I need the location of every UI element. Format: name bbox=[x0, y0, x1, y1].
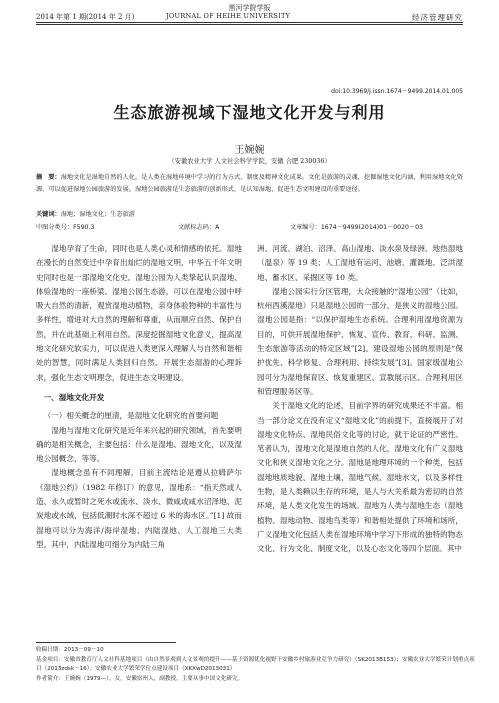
document-code: 文献标志码：A bbox=[177, 224, 220, 231]
footnote-rule bbox=[36, 642, 176, 643]
paragraph: 湿地与湿地文化研究是近年来兴起的研究领域，首先要明确的是相关概念，主要包括：什么是湿地、湿地文化，以及湿地公园概念，等等。 bbox=[36, 425, 242, 464]
doi: doi:10.3969/j.issn.1674－9499.2014.01.005 bbox=[331, 88, 463, 95]
header-rule-thin bbox=[36, 24, 463, 25]
paragraph: 湿地概念虽有不同理解，目前主流结论是遵从拉姆萨尔《湿地公约》（1982 年修订）的意见，湿地系：“指天然或人造、永久或暂时之死水或流水、淡水、微咸或咸水沼泽地、泥炭地或水域，包括低潮时水深不超过 6 米的海水区。”[1] 故而湿地可以分为海洋/海岸湿地、内陆湿地、人工湿地三大类型。其中，内陆湿地可细分为内陆三角 bbox=[36, 468, 242, 549]
journal-name-cn: 黑河学院学报 bbox=[228, 4, 271, 12]
paragraph: 洲、河流、湖泊、沼泽、高山湿地、淡水泉及绿洲、地热湿地（温泉）等 19 类；人工湿地有运河、池塘、灌溉地、泛洪湿地、蓄水区、采掘区等 10 类。 bbox=[257, 244, 463, 282]
author-affiliation: （安徽农业大学 人文社会科学学院，安徽 合肥 230036） bbox=[168, 158, 331, 165]
paragraph: 关于湿地文化的论述，目前学界的研究成果还不丰富。相当一部分论文在没有定义“湿地文化”的前提下，直接展开了对湿地文化特点、湿地民俗文化等的讨论，就于论证的严密性。笔者认为，湿地文化是湿地自然的人化，湿地文化有广义湿地文化和狭义湿地文化之分。湿地是地理环境的一个种类，包括湿地地质地貌、湿地土壤、湿地气候、湿地水文，以及多样性生物，是人类赖以生存的环境，是人与大关系最为密切的自然环境，是人类文化发生的场域。湿地为人类与湿地生态（湿地植物、湿地动物、湿地鸟类等）和谐相处提供了环境和场所，广义湿地文化包括人类在湿地环境中学习下形成的独特的物态文化、行为文化、制度文化，以及心态文化等四个层面。其中 bbox=[257, 401, 463, 554]
keywords-label: 关键词： bbox=[36, 211, 61, 218]
paragraph: 湿地公园实行分区管理，大众接触的“湿地公园”（比如，杭州西溪湿地）只是湿地公园的一部分，是狭义的湿地公园。湿地公园是指：“以保护湿地生态系统、合理利用湿地资源为目的，可供开展湿地保护、恢复、宣传、教育、科研、监测、生态旅游等活动的特定区域”[2]。建设湿地公园的原则是“保护优先、科学修复、合理利用、持续发展”[3]。国家级湿地公园可分为湿地保育区、恢复重建区、宣教展示区、合理利用区和管理服务区等。 bbox=[257, 286, 463, 396]
clc-number: 中图分类号：F590.3 bbox=[36, 224, 95, 231]
article-number: 文章编号：1674－9499(2014)01－0020－03 bbox=[289, 224, 423, 231]
journal-name-en: JOURNAL OF HEIHE UNIVERSITY bbox=[166, 12, 291, 20]
article-title: 生态旅游视域下湿地文化开发与利用 bbox=[113, 103, 386, 122]
keywords-text: 湿地；湿地文化；生态旅游 bbox=[60, 211, 135, 218]
section-name: 经济管理研究 bbox=[412, 13, 463, 22]
subsection-heading: （一）相关概念的厘清，是湿地文化研究的首要问题 bbox=[43, 411, 219, 421]
classification-line bbox=[36, 222, 463, 231]
header-rule bbox=[36, 22, 463, 23]
right-column bbox=[257, 242, 463, 557]
received-date: 收稿日期：2013－09－10 bbox=[36, 647, 104, 653]
footnote bbox=[36, 646, 476, 684]
abstract bbox=[36, 172, 463, 195]
keywords bbox=[36, 209, 463, 218]
fund-info: 基金项目：安徽省教育厅人文社科基地项目（由自然景观到人文景观的提升——基于资源优化视野下安徽乡村旅游业竞争力研究）（SK2013B153）；安徽农业大学繁荣计划重点项目（2013zdsk－16）；安徽农业大学繁荣学位点建设项目（XKXwD2013031） bbox=[36, 656, 475, 672]
author-bio: 作者简介：王婉婉（1979—），女，安徽宿州人，副教授，主要从事中国文化研究。 bbox=[36, 675, 244, 682]
left-column bbox=[36, 242, 242, 552]
section-heading: 一、湿地文化开发 bbox=[43, 392, 105, 402]
abstract-label: 摘 要： bbox=[36, 174, 61, 181]
abstract-text: 湿地文化是湿地自然的人化，是人类在湿地环境中学习的行为方式、制度及精神文化成果。文化是旅游的灵魂，挖掘湿地文化内涵，利用湿地文化资源，可以促进湿地公园旅游的发展。湿地公园旅游是生态旅游的创新形式，是认知湿地、促进生态文明建设的重要途径。 bbox=[36, 174, 463, 193]
paragraph: 湿地孕育了生命，同时也是人类心灵和情感的依托。湿地在漫长的自然变迁中孕育出灿烂的湿地文明，中华五千年文明史同时也是一部湿地文化史。湿地公园为人类挚起认识湿地、体验湿地的一座桥梁。湿地公园生态游，可以在湿地公园中呼吸大自然的清新，观赏湿地动植物，亲身体验物种的丰富性与多样性，增进对大自然的理解和尊重，从而顺应自然、保护自然，并在此基础上利用自然。深度挖掘湿地文化意义，提高湿地文化研究软实力，可以促进人类更深入理解人与自然和谐相处的智慧，同时满足人类回归自然、开展生态湿游的心理诉求，强化生态文明理念，促进生态文明建设。 bbox=[36, 244, 242, 382]
author-name: 王婉婉 bbox=[234, 145, 265, 156]
issue-info: 2014 年第 1 期(2014 年 2 月) bbox=[36, 13, 135, 21]
